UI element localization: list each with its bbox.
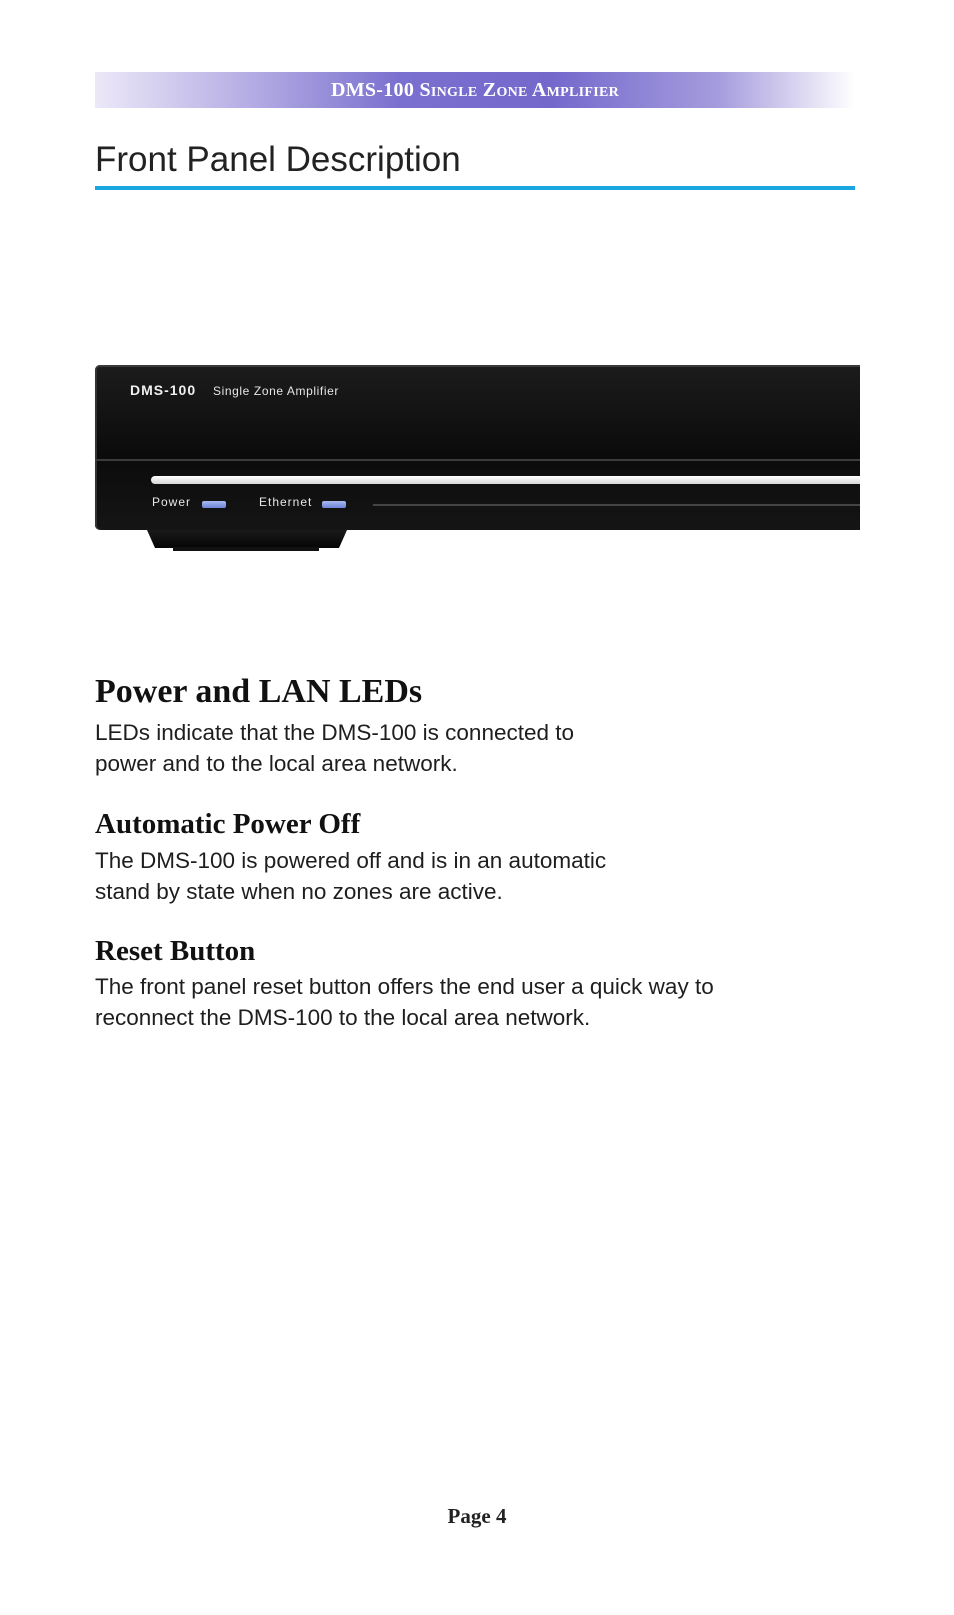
header-band — [95, 72, 855, 108]
heading-reset-button: Reset Button — [95, 935, 256, 967]
device-foot — [147, 530, 347, 548]
heading-power-lan-leds: Power and LAN LEDs — [95, 673, 423, 710]
device-trim-line — [373, 504, 860, 506]
heading-automatic-power-off: Automatic Power Off — [95, 808, 361, 840]
device-model-label: DMS-100 — [130, 382, 197, 398]
device-light-bar — [151, 476, 860, 484]
power-led-icon — [202, 501, 226, 508]
text-line: The front panel reset button offers the end user a quick way to — [95, 974, 714, 999]
text-line: power and to the local area network. — [95, 751, 458, 776]
text-line: LEDs indicate that the DMS-100 is connected to — [95, 720, 575, 745]
device-subtitle-label: Single Zone Amplifier — [213, 384, 339, 398]
header-title: DMS-100 Single Zone Amplifier — [330, 78, 620, 101]
text-line: reconnect the DMS-100 to the local area network. — [95, 1005, 591, 1030]
device-seam — [95, 459, 860, 461]
ethernet-led-icon — [322, 501, 346, 508]
device-front-panel-image — [95, 365, 860, 555]
paragraph-reset-button — [95, 971, 714, 1033]
section-title: Front Panel Description — [95, 140, 461, 179]
text-line: The DMS-100 is powered off and is in an automatic — [95, 848, 607, 873]
section-divider — [95, 186, 855, 190]
page-number: Page 4 — [447, 1504, 507, 1528]
paragraph-power-lan-leds — [95, 717, 574, 779]
power-label: Power — [152, 495, 192, 509]
device-foot-shadow — [173, 547, 319, 551]
paragraph-automatic-power-off — [95, 845, 606, 907]
ethernet-label: Ethernet — [259, 495, 313, 509]
text-line: stand by state when no zones are active. — [95, 879, 503, 904]
